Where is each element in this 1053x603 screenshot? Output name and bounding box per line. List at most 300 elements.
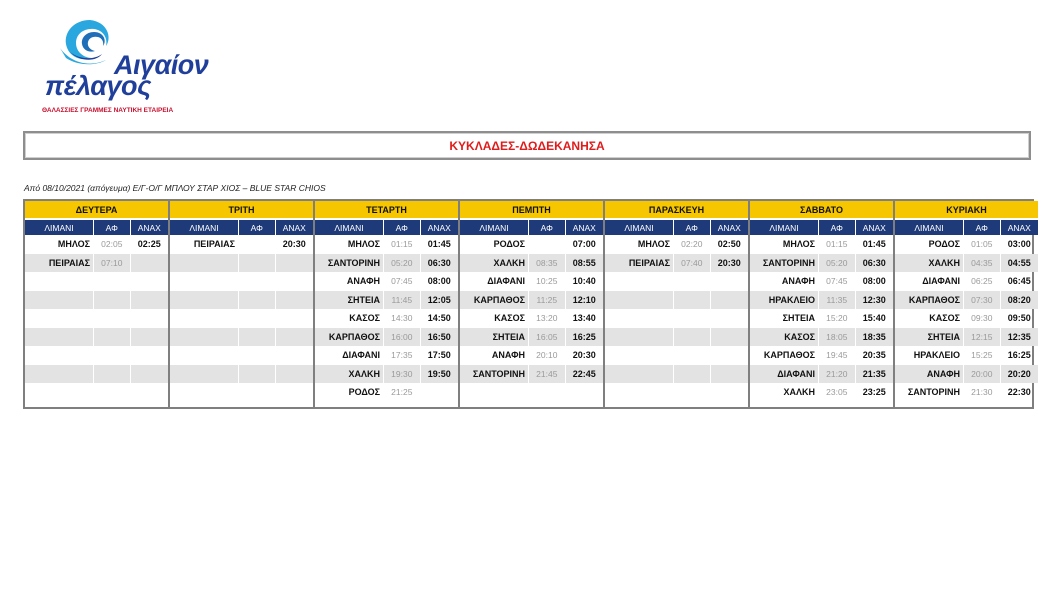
arrival-cell <box>711 328 748 347</box>
departure-cell <box>94 383 129 402</box>
arrival-cell: 02:50 <box>717 239 741 250</box>
departure-cell: 07:30 <box>964 291 999 310</box>
day-header: ΤΕΤΑΡΤΗ <box>315 201 458 218</box>
company-logo <box>40 14 210 114</box>
port-cell: ΚΑΡΠΑΘΟΣ <box>763 350 816 361</box>
table-row <box>460 235 603 254</box>
departure-cell: 13:20 <box>536 313 558 324</box>
table-row <box>25 346 168 365</box>
port-cell: ΜΗΛΟΣ <box>347 239 381 250</box>
column-headers <box>605 218 748 235</box>
departure-cell <box>674 365 709 384</box>
departure-cell <box>94 309 129 328</box>
day-header: ΔΕΥΤΕΡΑ <box>25 201 168 218</box>
table-row <box>605 235 748 254</box>
arrival-column-header: ΑΝΑΧ <box>420 220 458 235</box>
table-row <box>315 291 458 310</box>
departure-cell: 14:30 <box>391 313 413 324</box>
table-row <box>25 309 168 328</box>
arrival-cell: 10:40 <box>572 276 596 287</box>
arrival-cell: 21:35 <box>856 365 893 384</box>
port-cell: ΑΝΑΦΗ <box>895 365 963 384</box>
arrival-column-header: ΑΝΑΧ <box>1000 220 1038 235</box>
port-cell <box>170 365 238 384</box>
table-row <box>460 272 603 291</box>
arrival-cell <box>711 383 748 402</box>
arrival-cell: 22:30 <box>1007 387 1031 398</box>
port-cell: ΡΟΔΟΣ <box>493 239 526 250</box>
departure-cell: 02:05 <box>101 239 123 250</box>
table-row <box>750 291 893 310</box>
departure-column-header: ΑΦ <box>673 220 710 235</box>
port-cell: ΣΑΝΤΟΡΙΝΗ <box>315 254 383 273</box>
port-cell: ΣΗΤΕΙΑ <box>782 313 816 324</box>
departure-cell: 16:00 <box>384 328 419 347</box>
port-cell: ΑΝΑΦΗ <box>491 350 526 361</box>
table-row <box>895 383 1038 402</box>
port-cell: ΣΑΝΤΟΡΙΝΗ <box>460 365 528 384</box>
table-row <box>315 328 458 347</box>
arrival-cell <box>711 272 748 291</box>
arrival-cell: 13:40 <box>572 313 596 324</box>
departure-cell <box>529 235 564 254</box>
departure-cell <box>239 365 274 384</box>
departure-cell <box>674 309 709 328</box>
title-banner <box>23 131 1031 160</box>
port-cell: ΧΑΛΚΗ <box>895 254 963 273</box>
port-cell: ΚΑΣΟΣ <box>494 313 526 324</box>
port-cell <box>170 254 238 273</box>
table-row <box>895 309 1038 328</box>
port-cell: ΚΑΣΟΣ <box>929 313 961 324</box>
arrival-cell <box>711 346 748 365</box>
table-row <box>750 365 893 384</box>
port-cell: ΠΕΙΡΑΙΑΣ <box>25 254 93 273</box>
departure-cell: 05:20 <box>819 254 854 273</box>
arrival-column-header: ΑΝΑΧ <box>275 220 313 235</box>
table-row <box>460 346 603 365</box>
departure-cell <box>94 272 129 291</box>
departure-cell: 23:05 <box>826 387 848 398</box>
table-row <box>460 365 603 384</box>
day-header: ΠΑΡΑΣΚΕΥΗ <box>605 201 748 218</box>
departure-cell <box>239 383 274 402</box>
table-row <box>315 365 458 384</box>
departure-cell: 01:15 <box>826 239 848 250</box>
arrival-cell <box>276 291 313 310</box>
port-cell: ΧΑΛΚΗ <box>460 254 528 273</box>
departure-cell: 20:00 <box>964 365 999 384</box>
departure-cell: 02:20 <box>681 239 703 250</box>
arrival-cell: 17:50 <box>427 350 451 361</box>
table-row <box>25 291 168 310</box>
column-headers <box>25 218 168 235</box>
table-row <box>750 235 893 254</box>
table-row <box>895 272 1038 291</box>
departure-cell <box>239 309 274 328</box>
table-row <box>750 254 893 273</box>
port-cell: ΧΑΛΚΗ <box>315 365 383 384</box>
port-cell: ΚΑΣΟΣ <box>349 313 381 324</box>
departure-cell <box>674 272 709 291</box>
arrival-cell: 18:35 <box>856 328 893 347</box>
port-cell <box>25 328 93 347</box>
port-cell <box>25 272 93 291</box>
departure-cell: 07:40 <box>674 254 709 273</box>
arrival-cell: 16:50 <box>421 328 458 347</box>
port-column-header: ΛΙΜΑΝΙ <box>914 222 944 233</box>
arrival-cell: 20:30 <box>282 239 306 250</box>
port-cell: ΚΑΡΠΑΘΟΣ <box>460 291 528 310</box>
port-column-header: ΛΙΜΑΝΙ <box>479 222 509 233</box>
departure-cell: 21:20 <box>819 365 854 384</box>
column-headers <box>315 218 458 235</box>
port-cell <box>170 291 238 310</box>
port-cell <box>170 309 238 328</box>
arrival-cell: 20:30 <box>711 254 748 273</box>
port-cell <box>605 328 673 347</box>
table-row <box>460 328 603 347</box>
port-cell: ΣΗΤΕΙΑ <box>460 328 528 347</box>
departure-cell: 15:25 <box>971 350 993 361</box>
arrival-cell: 04:55 <box>1001 254 1038 273</box>
arrival-cell: 15:40 <box>862 313 886 324</box>
arrival-cell <box>131 328 168 347</box>
port-column-header: ΛΙΜΑΝΙ <box>189 222 219 233</box>
arrival-cell: 16:25 <box>566 328 603 347</box>
departure-cell: 06:25 <box>971 276 993 287</box>
table-row <box>315 272 458 291</box>
port-cell <box>25 365 93 384</box>
port-cell <box>605 291 673 310</box>
departure-cell: 19:45 <box>826 350 848 361</box>
port-column-header: ΛΙΜΑΝΙ <box>624 222 654 233</box>
port-column-header: ΛΙΜΑΝΙ <box>44 222 74 233</box>
port-cell <box>25 291 93 310</box>
arrival-cell: 08:00 <box>427 276 451 287</box>
departure-cell: 10:25 <box>536 276 558 287</box>
column-headers <box>895 218 1038 235</box>
arrival-cell <box>711 365 748 384</box>
weekly-schedule-table <box>23 199 1034 409</box>
table-row <box>605 272 748 291</box>
day-header: ΣΑΒΒΑΤΟ <box>750 201 893 218</box>
departure-cell: 21:45 <box>529 365 564 384</box>
departure-cell: 01:05 <box>971 239 993 250</box>
table-row <box>605 346 748 365</box>
table-row <box>460 309 603 328</box>
departure-cell: 11:45 <box>384 291 419 310</box>
arrival-column-header: ΑΝΑΧ <box>855 220 893 235</box>
port-column-header: ΛΙΜΑΝΙ <box>769 222 799 233</box>
day-column <box>893 201 1038 407</box>
arrival-cell <box>421 383 458 402</box>
table-row <box>750 383 893 402</box>
table-row <box>315 383 458 402</box>
arrival-column-header: ΑΝΑΧ <box>130 220 168 235</box>
table-row <box>750 309 893 328</box>
table-row <box>895 365 1038 384</box>
departure-cell: 09:30 <box>971 313 993 324</box>
port-cell: ΣΑΝΤΟΡΙΝΗ <box>907 387 961 398</box>
port-cell: ΔΙΑΦΑΝΙ <box>342 350 381 361</box>
table-row <box>605 309 748 328</box>
departure-cell: 19:30 <box>384 365 419 384</box>
port-cell: ΑΝΑΦΗ <box>346 276 381 287</box>
arrival-cell <box>276 272 313 291</box>
table-row <box>895 328 1038 347</box>
table-row <box>605 291 748 310</box>
departure-cell: 12:15 <box>964 328 999 347</box>
table-row <box>750 272 893 291</box>
arrival-cell: 14:50 <box>427 313 451 324</box>
port-cell: ΠΕΙΡΑΙΑΣ <box>605 254 673 273</box>
arrival-cell: 08:55 <box>566 254 603 273</box>
departure-column-header: ΑΦ <box>238 220 275 235</box>
port-column-header: ΛΙΜΑΝΙ <box>334 222 364 233</box>
arrival-cell: 09:50 <box>1007 313 1031 324</box>
port-cell: ΧΑΛΚΗ <box>783 387 816 398</box>
departure-cell: 21:25 <box>391 387 413 398</box>
departure-cell <box>674 383 709 402</box>
port-cell <box>170 328 238 347</box>
table-row <box>170 383 313 402</box>
departure-cell <box>674 346 709 365</box>
port-cell: ΜΗΛΟΣ <box>57 239 91 250</box>
arrival-cell <box>131 272 168 291</box>
day-header: ΚΥΡΙΑΚΗ <box>895 201 1038 218</box>
day-column <box>748 201 893 407</box>
departure-cell: 17:35 <box>391 350 413 361</box>
port-cell: ΚΑΡΠΑΘΟΣ <box>315 328 383 347</box>
table-row <box>315 309 458 328</box>
departure-cell: 11:25 <box>529 291 564 310</box>
table-row <box>460 291 603 310</box>
port-cell: ΠΕΙΡΑΙΑΣ <box>193 239 236 250</box>
table-row <box>170 272 313 291</box>
arrival-cell: 02:25 <box>137 239 161 250</box>
page-title: ΚΥΚΛΑΔΕΣ-ΔΩΔΕΚΑΝΗΣΑ <box>449 138 605 153</box>
port-cell: ΡΟΔΟΣ <box>348 387 381 398</box>
arrival-cell: 12:05 <box>421 291 458 310</box>
departure-cell: 11:35 <box>819 291 854 310</box>
table-row <box>170 309 313 328</box>
day-column <box>458 201 603 407</box>
table-row <box>605 383 748 402</box>
table-row <box>25 235 168 254</box>
day-column <box>603 201 748 407</box>
arrival-cell: 01:45 <box>862 239 886 250</box>
departure-cell <box>239 272 274 291</box>
departure-cell: 07:10 <box>94 254 129 273</box>
port-cell <box>170 272 238 291</box>
arrival-cell: 12:35 <box>1001 328 1038 347</box>
table-row <box>895 235 1038 254</box>
departure-cell <box>239 291 274 310</box>
arrival-cell <box>131 309 168 328</box>
table-row <box>25 365 168 384</box>
table-row <box>170 365 313 384</box>
port-cell <box>605 272 673 291</box>
arrival-cell: 01:45 <box>427 239 451 250</box>
day-header: ΠΕΜΠΤΗ <box>460 201 603 218</box>
arrival-cell <box>131 346 168 365</box>
arrival-cell: 06:45 <box>1007 276 1031 287</box>
port-cell <box>170 346 238 365</box>
day-column <box>25 201 168 407</box>
departure-cell: 05:20 <box>384 254 419 273</box>
arrival-cell: 08:00 <box>862 276 886 287</box>
port-cell: ΚΑΡΠΑΘΟΣ <box>895 291 963 310</box>
departure-cell: 07:45 <box>391 276 413 287</box>
company-tagline: ΘΑΛΑΣΣΙΕΣ ΓΡΑΜΜΕΣ ΝΑΥΤΙΚΗ ΕΤΑΙΡΕΙΑ <box>42 107 174 114</box>
table-row <box>895 346 1038 365</box>
table-row <box>170 235 313 254</box>
departure-column-header: ΑΦ <box>818 220 855 235</box>
port-cell <box>25 309 93 328</box>
table-row <box>460 254 603 273</box>
port-cell <box>605 383 673 402</box>
day-column <box>313 201 458 407</box>
port-cell <box>605 365 673 384</box>
departure-cell: 18:05 <box>819 328 854 347</box>
port-cell: ΡΟΔΟΣ <box>928 239 961 250</box>
table-row <box>25 272 168 291</box>
table-row <box>605 365 748 384</box>
port-cell <box>605 346 673 365</box>
table-row <box>25 254 168 273</box>
port-cell <box>460 383 528 402</box>
departure-column-header: ΑΦ <box>93 220 130 235</box>
departure-cell <box>239 254 274 273</box>
port-cell: ΗΡΑΚΛΕΙΟ <box>913 350 961 361</box>
departure-cell <box>239 346 274 365</box>
table-row <box>895 291 1038 310</box>
arrival-cell: 23:25 <box>862 387 886 398</box>
schedule-note: Από 08/10/2021 (απόγευμα) Ε/Γ-Ο/Γ ΜΠΛΟΥ ΣΤΑΡ ΧΙΟΣ – BLUE STAR CHIOS <box>24 183 326 193</box>
departure-cell <box>239 328 274 347</box>
column-headers <box>750 218 893 235</box>
arrival-cell: 08:20 <box>1001 291 1038 310</box>
port-cell: ΔΙΑΦΑΝΙ <box>487 276 526 287</box>
arrival-cell <box>131 365 168 384</box>
arrival-column-header: ΑΝΑΧ <box>565 220 603 235</box>
port-cell: ΑΝΑΦΗ <box>781 276 816 287</box>
arrival-cell: 22:45 <box>566 365 603 384</box>
departure-cell <box>94 291 129 310</box>
table-row <box>315 346 458 365</box>
day-header: ΤΡΙΤΗ <box>170 201 313 218</box>
arrival-cell: 20:20 <box>1001 365 1038 384</box>
departure-cell: 04:35 <box>964 254 999 273</box>
departure-column-header: ΑΦ <box>963 220 1000 235</box>
arrival-cell: 12:10 <box>566 291 603 310</box>
arrival-cell <box>711 309 748 328</box>
port-cell: ΣΗΤΕΙΑ <box>895 328 963 347</box>
table-row <box>170 291 313 310</box>
port-cell: ΔΙΑΦΑΝΙ <box>750 365 818 384</box>
table-row <box>750 328 893 347</box>
table-row <box>605 328 748 347</box>
departure-cell <box>94 328 129 347</box>
departure-cell <box>674 291 709 310</box>
departure-cell: 21:30 <box>971 387 993 398</box>
arrival-cell: 16:25 <box>1007 350 1031 361</box>
arrival-cell: 03:00 <box>1007 239 1031 250</box>
port-cell: ΚΑΣΟΣ <box>750 328 818 347</box>
table-row <box>605 254 748 273</box>
company-name-line2: πέλαγος <box>45 71 151 101</box>
departure-column-header: ΑΦ <box>528 220 565 235</box>
table-row <box>315 254 458 273</box>
arrival-cell <box>566 383 603 402</box>
arrival-cell <box>276 254 313 273</box>
port-cell <box>170 383 238 402</box>
port-cell: ΜΗΛΟΣ <box>782 239 816 250</box>
port-cell <box>25 346 93 365</box>
arrival-cell: 07:00 <box>572 239 596 250</box>
port-cell: ΣΗΤΕΙΑ <box>315 291 383 310</box>
day-column <box>168 201 313 407</box>
departure-cell: 16:05 <box>529 328 564 347</box>
table-row <box>170 254 313 273</box>
departure-cell <box>239 235 274 254</box>
column-headers <box>460 218 603 235</box>
company-name-line1: Αιγαίον <box>114 50 209 80</box>
arrival-cell <box>276 365 313 384</box>
arrival-cell <box>276 328 313 347</box>
arrival-cell: 06:30 <box>421 254 458 273</box>
departure-cell <box>674 328 709 347</box>
table-row <box>460 383 603 402</box>
arrival-cell <box>131 383 168 402</box>
departure-cell: 01:15 <box>391 239 413 250</box>
arrival-cell <box>131 291 168 310</box>
arrival-column-header: ΑΝΑΧ <box>710 220 748 235</box>
arrival-cell: 20:35 <box>862 350 886 361</box>
port-cell <box>25 383 93 402</box>
table-row <box>170 346 313 365</box>
table-row <box>315 235 458 254</box>
table-row <box>750 346 893 365</box>
arrival-cell: 12:30 <box>856 291 893 310</box>
table-row <box>170 328 313 347</box>
port-cell <box>605 309 673 328</box>
port-cell: ΜΗΛΟΣ <box>637 239 671 250</box>
departure-cell: 15:20 <box>826 313 848 324</box>
departure-cell: 07:45 <box>826 276 848 287</box>
arrival-cell: 19:50 <box>421 365 458 384</box>
arrival-cell: 06:30 <box>856 254 893 273</box>
table-row <box>25 328 168 347</box>
departure-cell: 08:35 <box>529 254 564 273</box>
departure-cell <box>94 346 129 365</box>
arrival-cell <box>276 383 313 402</box>
departure-cell: 20:10 <box>536 350 558 361</box>
port-cell: ΔΙΑΦΑΝΙ <box>922 276 961 287</box>
departure-cell <box>529 383 564 402</box>
arrival-cell: 20:30 <box>572 350 596 361</box>
arrival-cell <box>276 309 313 328</box>
port-cell: ΗΡΑΚΛΕΙΟ <box>750 291 818 310</box>
arrival-cell <box>711 291 748 310</box>
arrival-cell <box>131 254 168 273</box>
column-headers <box>170 218 313 235</box>
table-row <box>895 254 1038 273</box>
table-row <box>25 383 168 402</box>
departure-cell <box>94 365 129 384</box>
arrival-cell <box>276 346 313 365</box>
